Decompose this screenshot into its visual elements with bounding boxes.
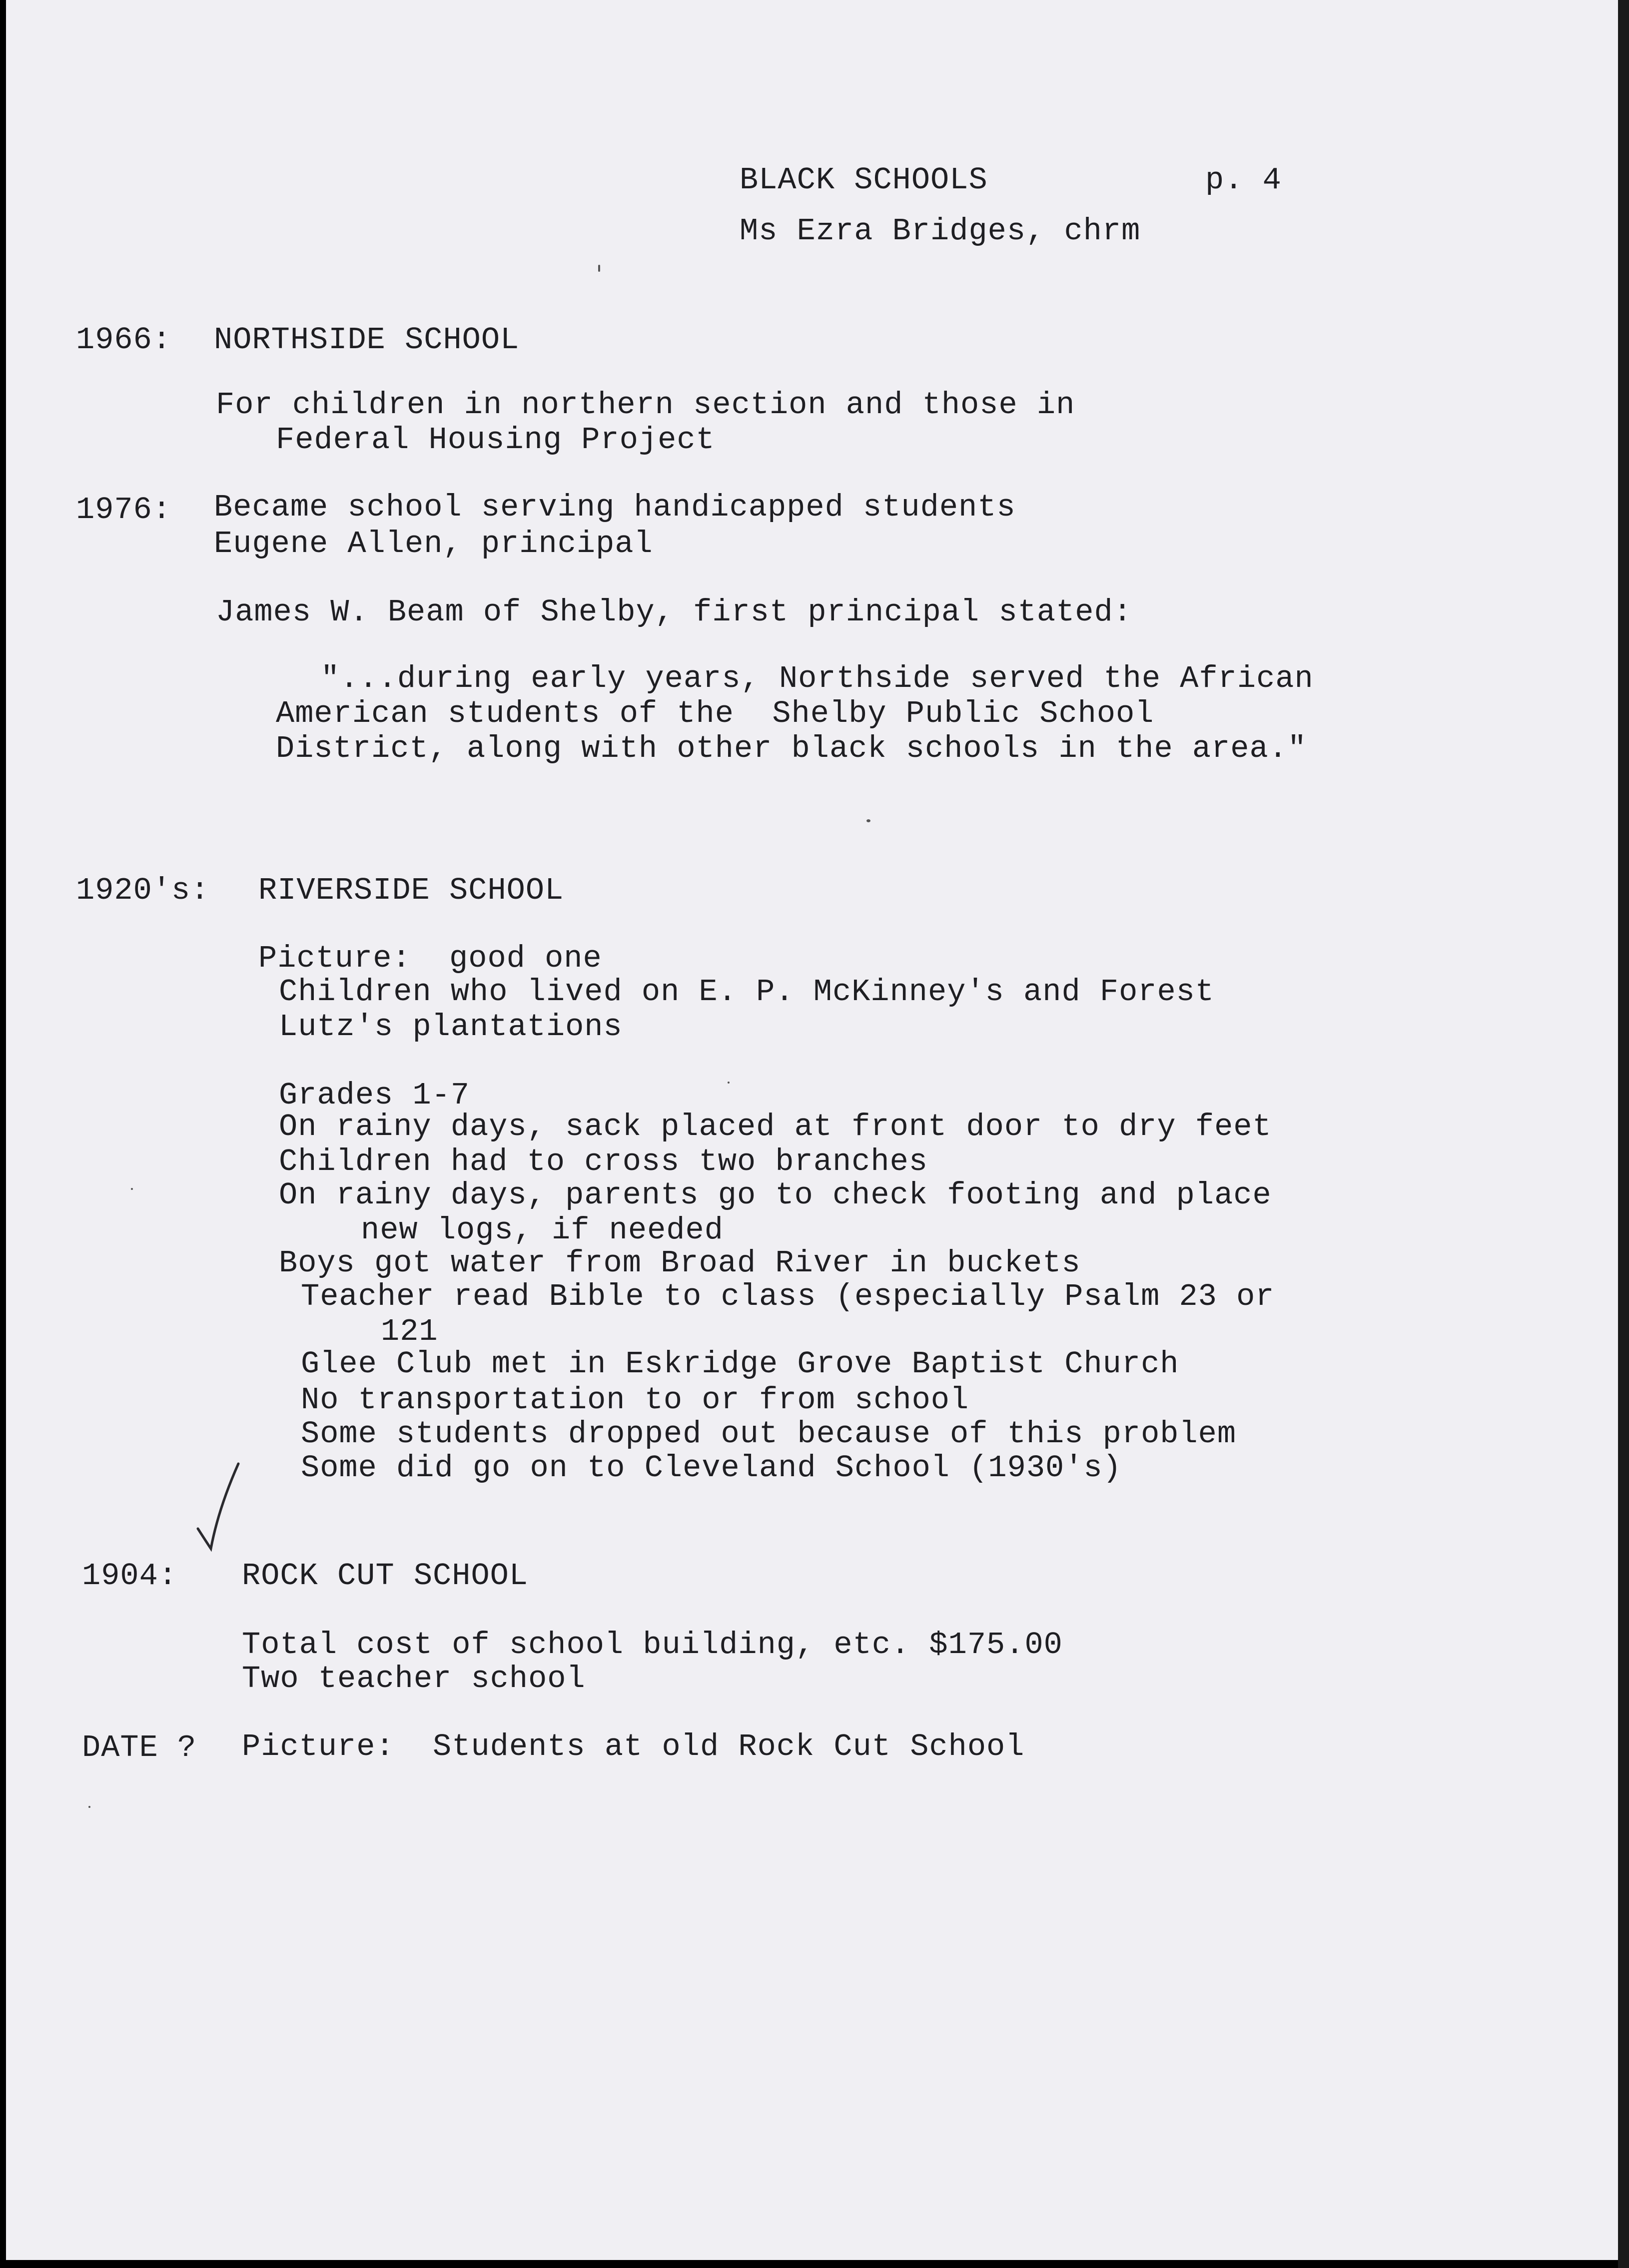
text-line: Boys got water from Broad River in buckets <box>279 1245 1081 1281</box>
paper-speck <box>598 265 600 272</box>
text-line: Lutz's plantations <box>279 1009 623 1045</box>
paper-speck <box>88 1806 90 1808</box>
section-year: 1966: <box>76 322 172 358</box>
text-line: new logs, if needed <box>361 1212 724 1248</box>
text-line: Children had to cross two branches <box>279 1144 928 1179</box>
section-year: 1904: <box>82 1558 178 1594</box>
text-line: Glee Club met in Eskridge Grove Baptist Church <box>301 1346 1179 1382</box>
quote-line: "...during early years, Northside served the African <box>321 661 1314 696</box>
text-line: On rainy days, parents go to check footing and place <box>279 1177 1272 1213</box>
text-line: Grades 1-7 <box>279 1078 470 1113</box>
section-heading: RIVERSIDE SCHOOL <box>258 873 564 908</box>
text-line: For children in northern section and those in <box>216 387 1075 423</box>
text-line: Some did go on to Cleveland School (1930's) <box>301 1450 1122 1486</box>
text-line: Two teacher school <box>242 1661 586 1697</box>
paper-speck <box>866 819 870 822</box>
text-line: James W. Beam of Shelby, first principal stated: <box>216 594 1132 630</box>
text-line: Picture: Students at old Rock Cut School <box>242 1729 1025 1764</box>
checkmark-icon <box>196 1454 241 1554</box>
text-line: Children who lived on E. P. McKinney's and Forest <box>279 974 1215 1010</box>
text-line: Federal Housing Project <box>276 422 715 458</box>
text-line: Picture: good one <box>258 941 602 976</box>
quote-line: District, along with other black schools in the area." <box>276 731 1307 766</box>
paper-speck <box>131 1188 133 1190</box>
text-line: Total cost of school building, etc. $175.00 <box>242 1627 1063 1663</box>
date-label: DATE ? <box>82 1730 197 1765</box>
text-line: Teacher read Bible to class (especially Psalm 23 or <box>301 1279 1275 1314</box>
text-line: On rainy days, sack placed at front door to dry feet <box>279 1109 1272 1144</box>
page-number: p. 4 <box>1205 162 1282 198</box>
header-chair: Ms Ezra Bridges, chrm <box>740 213 1141 249</box>
document-page <box>6 0 1618 2260</box>
text-line: 121 <box>381 1314 438 1349</box>
quote-line: American students of the Shelby Public School <box>276 696 1154 731</box>
paper-speck <box>728 1082 730 1084</box>
scan-edge <box>1618 0 1629 2268</box>
text-line: No transportation to or from school <box>301 1382 969 1418</box>
header-title: BLACK SCHOOLS <box>740 162 988 198</box>
text-line: Eugene Allen, principal <box>214 526 653 562</box>
text-line: Became school serving handicapped students <box>214 490 1016 525</box>
text-line: Some students dropped out because of this problem <box>301 1416 1237 1452</box>
section-year: 1976: <box>76 492 172 528</box>
section-year: 1920's: <box>76 873 210 908</box>
section-heading: ROCK CUT SCHOOL <box>242 1558 529 1594</box>
section-heading: NORTHSIDE SCHOOL <box>214 322 520 358</box>
